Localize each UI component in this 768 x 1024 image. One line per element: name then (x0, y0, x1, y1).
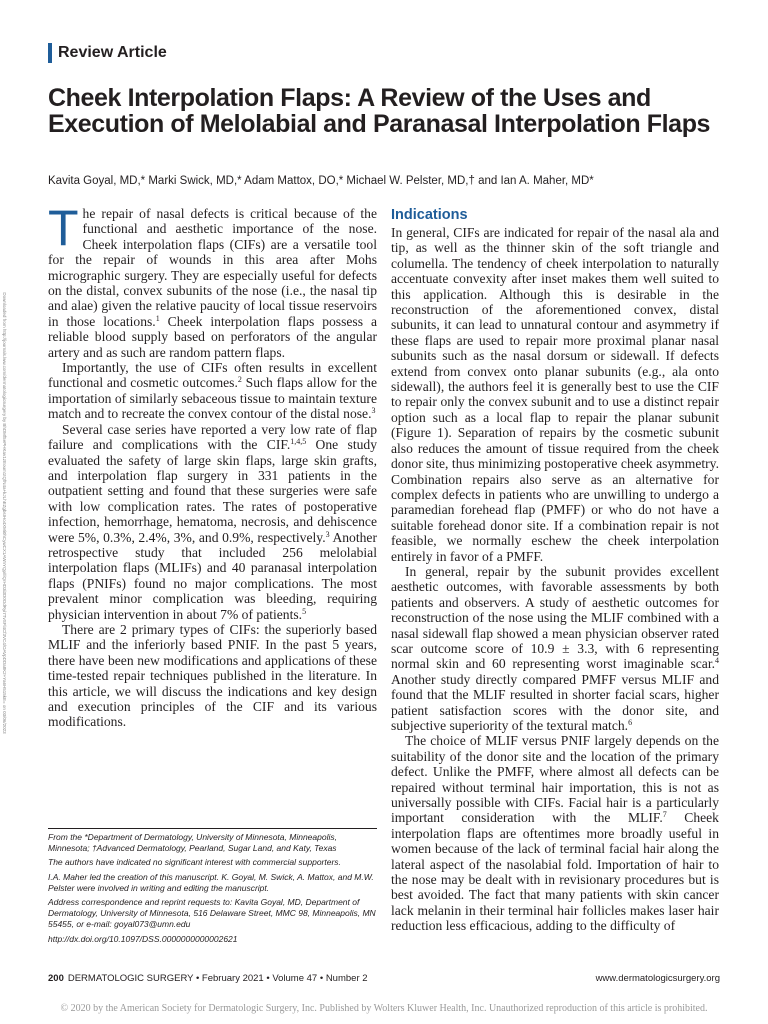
drop-cap: T (48, 200, 79, 256)
footer-journal (48, 972, 368, 986)
journal-website-link[interactable]: www.dermatologicsurgery.org (595, 973, 720, 984)
article-title: Cheek Interpolation Flaps: A Review of the Uses and Execution of Melolabial and Paranasal Interpolation Flaps (48, 84, 711, 138)
body-paragraph: There are 2 primary types of CIFs: the superiorly based MLIF and the inferiorly based PNIF. In the past 5 years, there have been new modifications and applications of these time-tested repair techniques published in the literature. In this article, we will discuss the indications and key design and execution principles of the CIF and its various modifications. (48, 621, 377, 730)
left-column (48, 200, 378, 730)
footnotes (48, 828, 377, 948)
footnote-conflict: The authors have indicated no significant interest with commercial supporters. (48, 857, 341, 868)
download-stamp: Downloaded from http://journals.lww.com/dermatologicsurgery by BhDMf5ePHKav1zEoum1tQfN4a+kJLhEZgbsIHo4XMi0hCywCX1AWnYQp/IlQrHD3i3D0OdRyi7TvSFl4Cf3VC4/OAVpDDa8K2+Ya6H515kE= on 03/06/2023 (2, 292, 7, 734)
section-heading-indications: Indications (391, 207, 468, 223)
body-paragraph: The choice of MLIF versus PNIF largely depends on the suitability of the donor site and the location of the primary defect. Unlike the PMFF, where almost all defects can be repaired without terminal hair importation, this is not as universally possible with CIFs. Facial hair is a particularly important consideration with the MLIF.$^7$ Cheek interpolation flaps are oftentimes more broadly useful in women because of the lack of terminal facial hair along the lateral aspect of the nasolabial fold. Importation of hair to the nose may be dealt with in revisionary procedures but is best avoided. The fact that many patients with skin cancer lack melanin in their terminal hair follicles makes laser hair reduction less efficacious, adding to the difficulty of (391, 733, 719, 934)
body-paragraph: In general, repair by the subunit provides excellent aesthetic outcomes, with favorable assessments by both patients and observers. A study of aesthetic outcomes for reconstruction of the nose using the MLIF combined with a nasal sidewall flap showed a mean physician observer rated scar outcome score of 10.9 ± 3.3, with 6 representing normal skin and 60 representing worst imaginable scar.$^4$ Another study directly compared PMFF versus MLIF and found that the MLIF resulted in shorter facial scars, higher patient satisfaction scores with the donor site, and subjective superiority of the textural match.$^6$ (391, 563, 719, 733)
body-paragraph: Several case series have reported a very low rate of flap failure and complications with the CIF.$^{1,4,5}$ One study evaluated the safety of large skin flaps, large skin grafts, and interpolation flap surgery in 331 patients in the outpatient setting and found that these surgeries were safe with low complication rates. The rates of postoperative infection, hemorrhage, hematoma, necrosis, and dehiscence were 5%, 0.3%, 2.4%, 3%, and 0.9%, respectively.$^3$ Another retrospective study that included 256 melolabial interpolation flaps (MLIFs) and 40 paranasal interpolation flaps (PNIFs) found no major complications. The most prevalent minor complication was bleeding, requiring physician intervention in about 7% of patients.$^5$ (48, 421, 377, 622)
right-column (391, 206, 719, 934)
journal-info: DERMATOLOGIC SURGERY • February 2021 • Volume 47 • Number 2 (67, 973, 368, 984)
page-footer (48, 972, 720, 986)
footnote-contributions: I.A. Maher led the creation of this manuscript. K. Goyal, M. Swick, A. Mattox, and M.W. Pelster were involved in writing and editing the manuscript. (48, 871, 374, 893)
copyright-notice: © 2020 by the American Society for Dermatologic Surgery, Inc. Published by Wolters Kluwer Health, Inc. Unauthorized reproduction of this article is prohibited. (60, 1003, 708, 1014)
section-tag: Review Article (48, 43, 167, 63)
author-list: Kavita Goyal, MD,* Marki Swick, MD,* Adam Mattox, DO,* Michael W. Pelster, MD,† and Ian A. Maher, MD* (48, 175, 594, 187)
footnote-address: Address correspondence and reprint requests to: Kavita Goyal, MD, Department of Dermatology, University of Minnesota, 516 Delaware Street, MMC 98, Minneapolis, MN 55455, or e-mail: goyal073@umn.edu (48, 897, 376, 930)
page-number: 200 (48, 973, 64, 984)
footnote-doi[interactable]: http://dx.doi.org/10.1097/DSS.0000000000002621 (48, 933, 238, 944)
footnote-affiliation: From the *Department of Dermatology, University of Minnesota, Minneapolis, Minnesota; †Advanced Dermatology, Pearland, Sugar Land, and Katy, Texas (48, 832, 337, 854)
body-paragraph: In general, CIFs are indicated for repair of the nasal ala and tip, as well as the thinner skin of the soft triangle and columella. The tendency of cheek interpolation to naturally accentuate convexity after inset makes them well suited to this application. Although this is desirable in the reconstruction of the aforementioned convex, distal subunits, it can lead to unnatural contour and asymmetry if these flaps are used to repair more proximal planar nasal subunits such as the nasal dorsum or sidewall. If defects extend from convex onto planar subunits (e.g., ala onto sidewall), the authors feel it is generally best to use the CIF to repair only the convex subunit and to use a distinct repair option such as a local flap to repair the planar subunit (Figure 1). Separation of repairs by the cosmetic subunit also reduces the amount of tissue required from the cheek donor site, thus minimizing postoperative cheek asymmetry. Combination repairs also serve as an alternative for complex defects in patients who are unwilling to undergo a paramedian forehead flap (PMFF) or who do not have a suitable forehead donor site. If a combination repair is not feasible, we normally eschew the cheek interpolation entirely in favor of a PMFF. (391, 225, 719, 564)
intro-paragraph: The repair of nasal defects is critical because of the functional and aesthetic importance of the nose. Cheek interpolation flaps (CIFs) are a versatile tool for the repair of wounds in this area after Mohs micrographic surgery. They are especially useful for defects on the distal, convex subunits of the nose (i.e., the nasal tip and alae) given the relative paucity of local tissue reservoirs in those locations.$^1$ Cheek interpolation flaps possess a reliable blood supply based on perforators of the angular artery and as such are random pattern flaps. (48, 200, 377, 360)
body-paragraph: Importantly, the use of CIFs often results in excellent functional and cosmetic outcomes.$^2$ Such flaps allow for the importation of similarly sebaceous tissue to maintain texture match and to recreate the convex contour of the distal nose.$^3$ (48, 360, 378, 422)
